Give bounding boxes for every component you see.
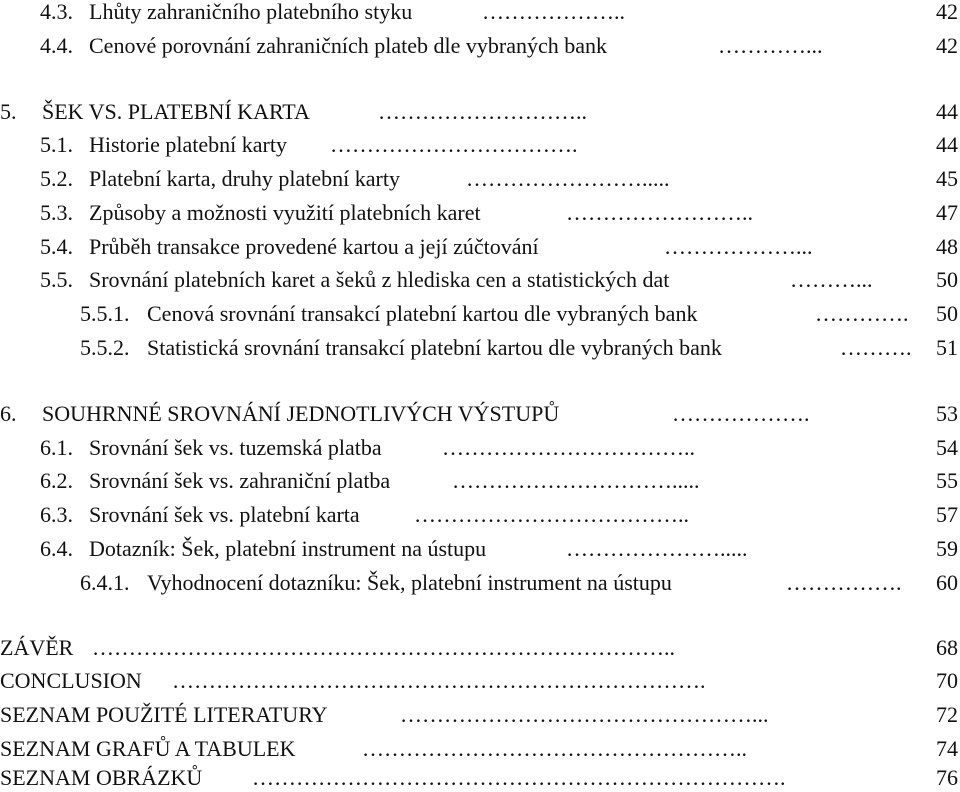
page-number: 42: [936, 33, 958, 58]
toc-entry[interactable]: [0, 300, 960, 328]
section-title: Srovnání šek vs. zahraniční platba: [89, 468, 391, 493]
section-number: 4.3.: [40, 0, 73, 24]
dot-leader: ………………….....: [566, 536, 748, 561]
dot-leader: …………………….....: [466, 166, 670, 191]
section-title: Dotazník: Šek, platební instrument na ústupu: [89, 536, 487, 561]
toc-entry[interactable]: [0, 131, 960, 159]
toc-entry[interactable]: [0, 701, 960, 729]
page-number: 44: [936, 99, 958, 124]
page-number: 55: [936, 468, 958, 493]
section-number: 5.5.1.: [80, 301, 130, 326]
page-number: 54: [936, 435, 958, 460]
dot-leader: ………...: [790, 267, 873, 292]
toc-entry[interactable]: [0, 764, 960, 792]
toc-entry[interactable]: [0, 0, 960, 26]
section-number: 5.5.2.: [80, 335, 130, 360]
toc-entry[interactable]: [0, 199, 960, 227]
page-number: 53: [936, 401, 958, 426]
toc-entry[interactable]: [0, 467, 960, 495]
dot-leader: ………………………….....: [452, 468, 700, 493]
section-number: 6.4.1.: [80, 570, 130, 595]
page-number: 76: [936, 765, 958, 790]
toc-entry[interactable]: [0, 400, 960, 428]
dot-leader: …………………………………………...: [400, 702, 769, 727]
page-number: 50: [936, 267, 958, 292]
page-number: 72: [936, 702, 958, 727]
dot-leader: …………….: [786, 570, 902, 595]
section-number: 6.4.: [40, 536, 73, 561]
toc-entry[interactable]: [0, 32, 960, 60]
dot-leader: ………………..: [482, 0, 625, 24]
dot-leader: ……………………..: [566, 200, 753, 225]
section-title: Cenová srovnání transakcí platební kartou dle vybraných bank: [147, 301, 698, 326]
dot-leader: …………...: [718, 33, 823, 58]
section-number: 5.2.: [40, 166, 73, 191]
section-title: SEZNAM POUŽITÉ LITERATURY: [0, 702, 328, 727]
section-title: Srovnání šek vs. platební karta: [89, 502, 360, 527]
page-number: 44: [936, 132, 958, 157]
page-number: 70: [936, 668, 958, 693]
dot-leader: ………….: [815, 301, 909, 326]
page-number: 47: [936, 200, 958, 225]
page-number: 68: [936, 635, 958, 660]
section-number: 5.: [0, 99, 17, 124]
toc-entry[interactable]: [0, 233, 960, 261]
toc-entry[interactable]: [0, 98, 960, 126]
section-title: Průběh transakce provedené kartou a její zúčtování: [89, 234, 539, 259]
section-title: SEZNAM GRAFŮ A TABULEK: [0, 736, 296, 761]
section-number: 6.1.: [40, 435, 73, 460]
dot-leader: ……………………………………………..: [362, 736, 747, 761]
section-title: Historie platební karty: [89, 132, 287, 157]
section-number: 5.5.: [40, 267, 73, 292]
section-number: 5.4.: [40, 234, 73, 259]
section-title: ZÁVĚR: [0, 635, 74, 660]
page-number: 60: [936, 570, 958, 595]
dot-leader: ……………………………..: [442, 435, 695, 460]
section-title: SEZNAM OBRÁZKŮ: [0, 765, 203, 790]
toc-entry[interactable]: [0, 535, 960, 563]
toc-entry[interactable]: [0, 334, 960, 362]
page-number: 48: [936, 234, 958, 259]
section-title: ŠEK VS. PLATEBNÍ KARTA: [42, 99, 310, 124]
section-number: 6.: [0, 401, 17, 426]
section-title: Způsoby a možnosti využití platebních karet: [89, 200, 481, 225]
toc-entry[interactable]: [0, 569, 960, 597]
toc-entry[interactable]: [0, 634, 960, 662]
toc-entry[interactable]: [0, 434, 960, 462]
toc-entry[interactable]: [0, 667, 960, 695]
section-title: Statistická srovnání transakcí platební kartou dle vybraných bank: [147, 335, 722, 360]
section-title: Platební karta, druhy platební karty: [89, 166, 400, 191]
section-title: Srovnání platebních karet a šeků z hlediska cen a statistických dat: [89, 267, 670, 292]
page-number: 45: [936, 166, 958, 191]
dot-leader: ……….: [840, 335, 912, 360]
toc-entry[interactable]: [0, 501, 960, 529]
dot-leader: ………………...: [664, 234, 813, 259]
section-title: Vyhodnocení dotazníku: Šek, platební instrument na ústupu: [147, 570, 672, 595]
section-title: Cenové porovnání zahraničních plateb dle vybraných bank: [89, 33, 608, 58]
page-number: 59: [936, 536, 958, 561]
section-number: 5.3.: [40, 200, 73, 225]
page-number: 42: [936, 0, 958, 24]
section-title: Srovnání šek vs. tuzemská platba: [89, 435, 382, 460]
dot-leader: ……………………………………………………………….: [172, 668, 706, 693]
page-number: 51: [936, 335, 958, 360]
page-number: 74: [936, 736, 958, 761]
dot-leader: ……………………………………………………………….: [252, 765, 786, 790]
dot-leader: …………………………….: [330, 132, 578, 157]
section-number: 6.3.: [40, 502, 73, 527]
section-number: 6.2.: [40, 468, 73, 493]
page-number: 57: [936, 502, 958, 527]
toc-entry[interactable]: [0, 266, 960, 294]
page-number: 50: [936, 301, 958, 326]
section-number: 5.1.: [40, 132, 73, 157]
section-title: CONCLUSION: [0, 668, 142, 693]
toc-entry[interactable]: [0, 165, 960, 193]
dot-leader: ……………………………………………………………………..: [92, 635, 675, 660]
section-number: 4.4.: [40, 33, 73, 58]
section-title: Lhůty zahraničního platebního styku: [89, 0, 413, 24]
toc-entry[interactable]: [0, 735, 960, 763]
section-title: SOUHRNNÉ SROVNÁNÍ JEDNOTLIVÝCH VÝSTUPŮ: [42, 401, 560, 426]
dot-leader: ……………….: [672, 401, 810, 426]
dot-leader: ………………………………..: [414, 502, 689, 527]
dot-leader: ………………………..: [378, 99, 587, 124]
